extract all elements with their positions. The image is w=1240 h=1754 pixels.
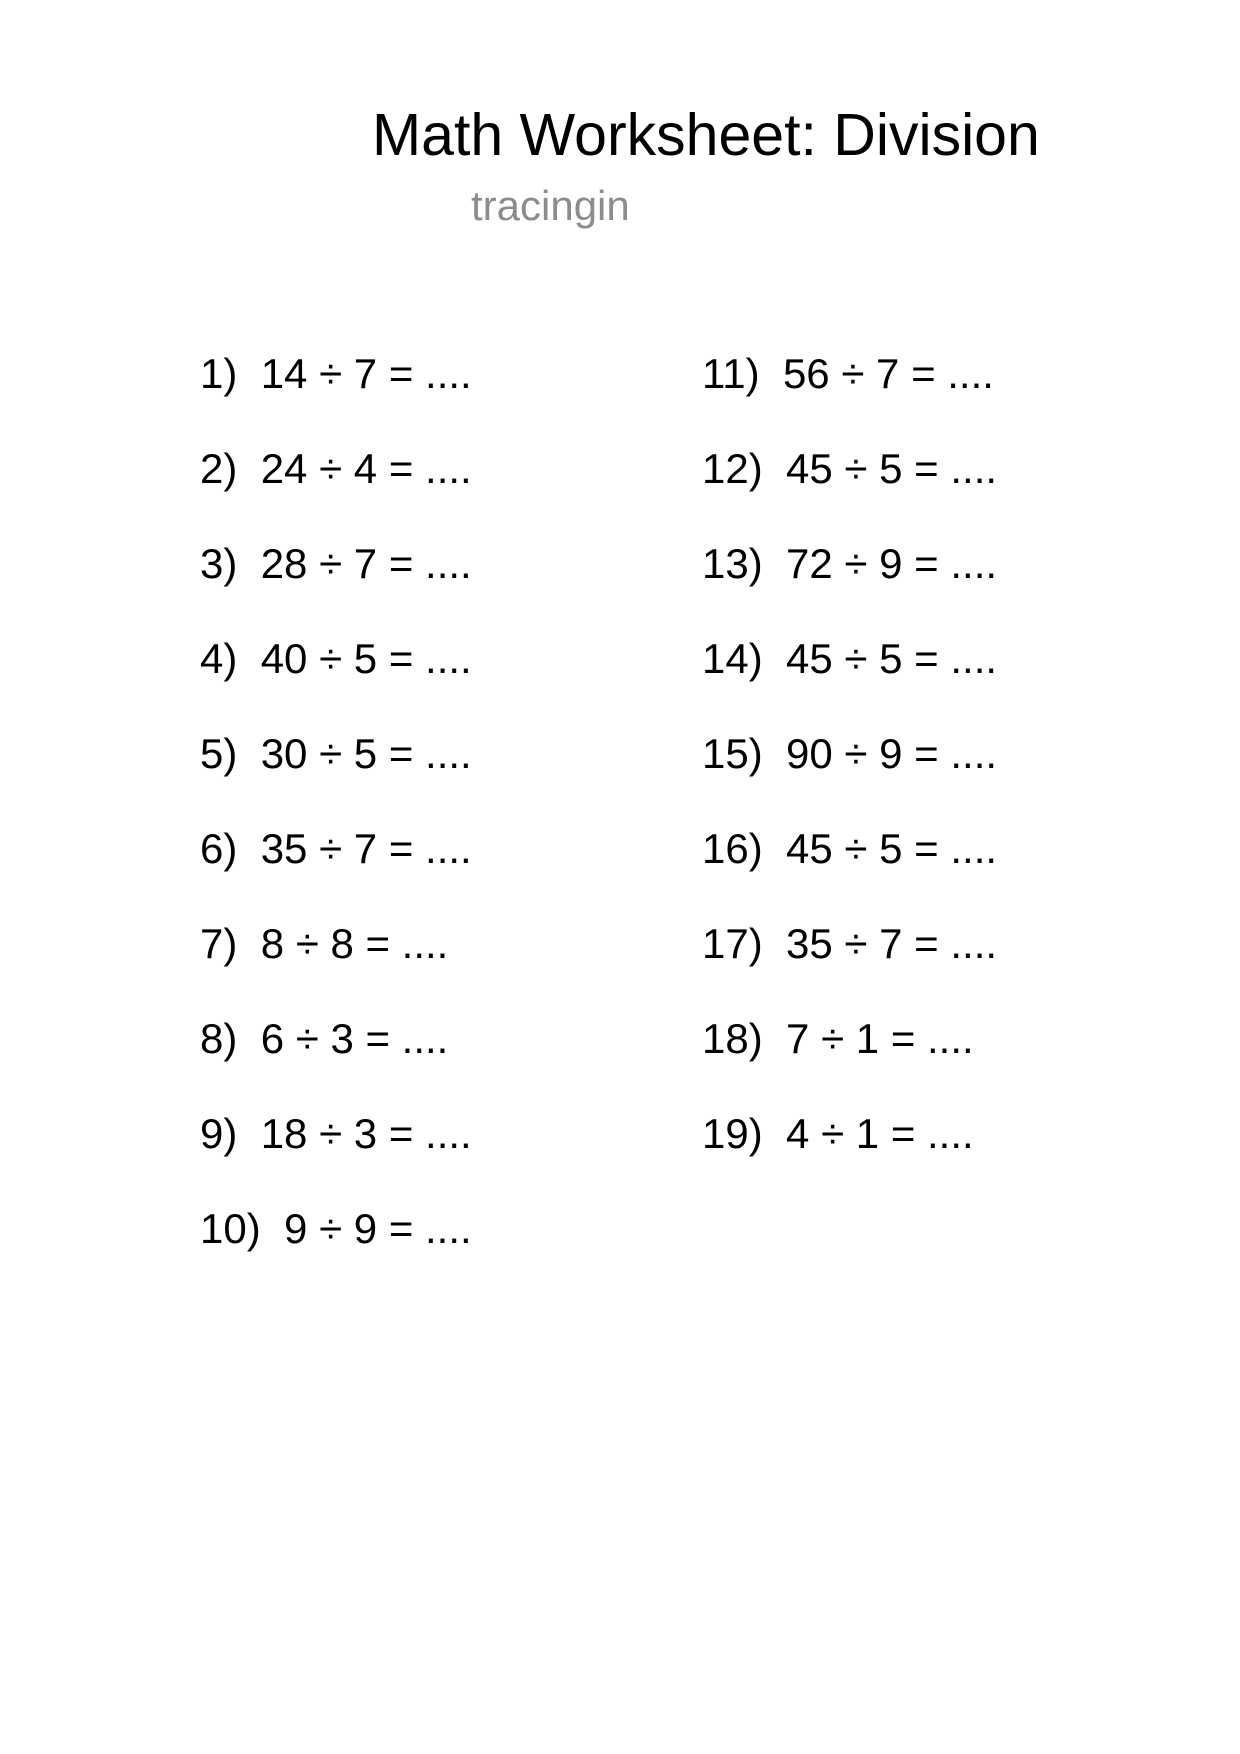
problem-number: 3) [200,540,238,587]
problem-number: 7) [200,920,238,967]
problem-number: 8) [200,1015,238,1062]
problem-item [200,728,472,823]
problem-expression: 7 ÷ 1 = .... [786,1015,974,1062]
problem-expression: 24 ÷ 4 = .... [260,445,472,492]
problem-number: 10) [200,1205,261,1252]
problem-item [702,823,997,918]
problem-item [702,443,997,538]
problem-item [702,538,997,633]
problem-item [200,823,472,918]
problem-item [702,1013,997,1108]
problem-number: 17) [702,920,763,967]
problems-column-right [702,348,997,1203]
problem-number: 16) [702,825,763,872]
problem-number: 13) [702,540,763,587]
problem-expression: 18 ÷ 3 = .... [260,1110,472,1157]
problem-expression: 35 ÷ 7 = .... [260,825,472,872]
problem-item [200,918,472,1013]
problem-expression: 9 ÷ 9 = .... [284,1205,472,1252]
problem-expression: 8 ÷ 8 = .... [260,920,449,967]
problem-number: 1) [200,350,238,397]
problem-number: 9) [200,1110,238,1157]
problem-expression: 6 ÷ 3 = .... [260,1015,449,1062]
problem-expression: 14 ÷ 7 = .... [260,350,472,397]
problem-number: 5) [200,730,238,777]
problem-item [702,633,997,728]
problem-number: 6) [200,825,238,872]
problem-number: 12) [702,445,763,492]
problem-number: 15) [702,730,763,777]
problem-expression: 45 ÷ 5 = .... [786,635,998,682]
problem-expression: 35 ÷ 7 = .... [786,920,998,967]
problem-item [200,1108,472,1203]
problem-expression: 28 ÷ 7 = .... [260,540,472,587]
problem-item [200,348,472,443]
problem-number: 14) [702,635,763,682]
problem-number: 4) [200,635,238,682]
problem-number: 19) [702,1110,763,1157]
problem-item [200,1013,472,1108]
problem-item [702,728,997,823]
problem-item [200,1203,472,1298]
problem-expression: 30 ÷ 5 = .... [260,730,472,777]
problem-item [702,918,997,1013]
problem-number: 11) [702,350,760,397]
page-subtitle: tracingin [471,182,630,229]
problem-item [200,633,472,728]
problem-expression: 90 ÷ 9 = .... [786,730,998,777]
problem-expression: 72 ÷ 9 = .... [786,540,998,587]
problems-column-left [200,348,472,1298]
problem-number: 2) [200,445,238,492]
problem-expression: 56 ÷ 7 = .... [782,350,994,397]
page-title: Math Worksheet: Division [372,102,1040,168]
problem-item [702,348,997,443]
problem-item [200,443,472,538]
problem-expression: 45 ÷ 5 = .... [786,445,998,492]
problem-item [702,1108,997,1203]
problem-expression: 40 ÷ 5 = .... [260,635,472,682]
problem-item [200,538,472,633]
problem-number: 18) [702,1015,763,1062]
problem-expression: 45 ÷ 5 = .... [786,825,998,872]
problem-expression: 4 ÷ 1 = .... [786,1110,974,1157]
